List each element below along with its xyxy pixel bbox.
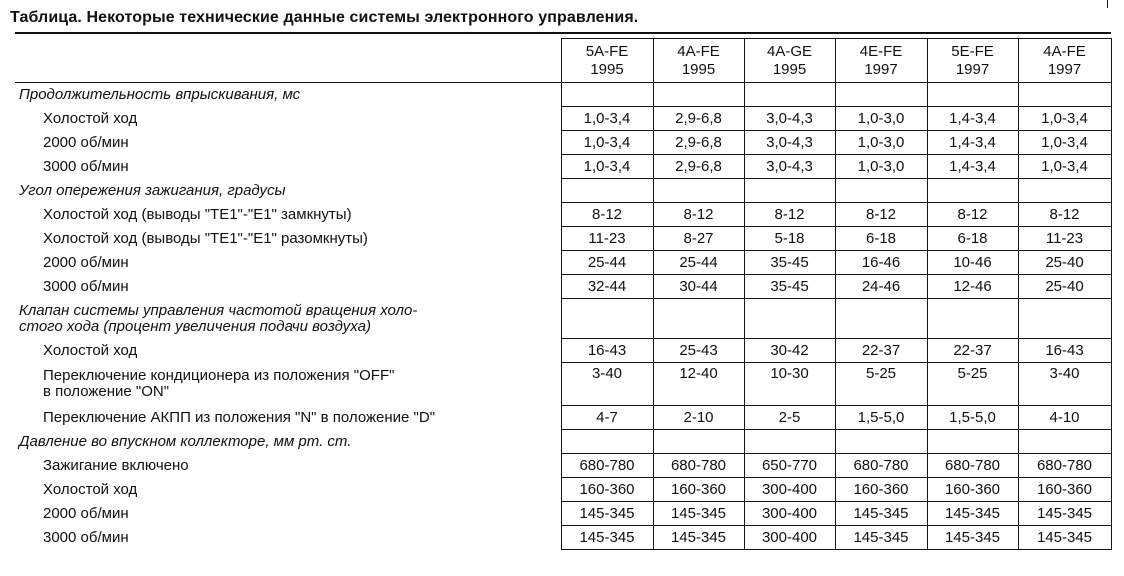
column-year: 1997	[864, 60, 898, 78]
table-row	[15, 227, 1111, 251]
value-cell: 1,4-3,4	[927, 131, 1018, 155]
value-cell: 1,4-3,4	[927, 107, 1018, 131]
value-cell: 6-18	[927, 227, 1018, 251]
empty-cell	[835, 179, 927, 203]
value-cell: 1,0-3,4	[561, 131, 653, 155]
row-label	[15, 131, 561, 155]
value-cell: 160-360	[835, 478, 927, 502]
value-cell: 145-345	[561, 526, 653, 550]
value-cell: 160-360	[1018, 478, 1111, 502]
value-cell: 8-12	[1018, 203, 1111, 227]
section-label	[15, 299, 561, 339]
row-label-line: Продолжительность впрыскивания, мс	[19, 85, 301, 103]
value-cell: 3-40	[1018, 363, 1111, 406]
value-cell: 16-46	[835, 251, 927, 275]
value-cell: 5-18	[744, 227, 835, 251]
empty-cell	[653, 83, 744, 107]
column-model: 4E-FE	[859, 42, 903, 60]
row-label	[15, 406, 561, 430]
column-header	[744, 39, 835, 83]
row-label-line: 2000 об/мин	[43, 133, 129, 151]
row-label-line: 3000 об/мин	[43, 528, 129, 546]
value-cell: 1,0-3,4	[561, 155, 653, 179]
empty-cell	[1018, 299, 1111, 339]
spec-table-wrapper	[15, 38, 1112, 550]
value-cell: 11-23	[1018, 227, 1111, 251]
value-cell: 35-45	[744, 251, 835, 275]
value-cell: 11-23	[561, 227, 653, 251]
empty-cell	[835, 299, 927, 339]
value-cell: 10-46	[927, 251, 1018, 275]
value-cell: 3,0-4,3	[744, 107, 835, 131]
value-cell: 1,5-5,0	[835, 406, 927, 430]
value-cell: 160-360	[653, 478, 744, 502]
value-cell: 680-780	[653, 454, 744, 478]
value-cell: 24-46	[835, 275, 927, 299]
value-cell: 5-25	[927, 363, 1018, 406]
value-cell: 145-345	[927, 526, 1018, 550]
value-cell: 32-44	[561, 275, 653, 299]
row-label-line: 3000 об/мин	[43, 277, 129, 295]
empty-cell	[561, 430, 653, 454]
empty-cell	[835, 83, 927, 107]
value-cell: 3-40	[561, 363, 653, 406]
table-row	[15, 454, 1111, 478]
empty-cell	[744, 430, 835, 454]
section-row	[15, 430, 1111, 454]
row-label	[15, 203, 561, 227]
row-label-line: Угол опережения зажигания, градусы	[19, 181, 286, 199]
column-header	[927, 39, 1018, 83]
row-label-line: стого хода (процент увеличения подачи воздуха)	[19, 317, 371, 335]
value-cell: 8-12	[835, 203, 927, 227]
value-cell: 25-40	[1018, 275, 1111, 299]
spec-table-body	[15, 39, 1111, 550]
header-row	[15, 39, 1111, 83]
value-cell: 300-400	[744, 526, 835, 550]
value-cell: 22-37	[835, 339, 927, 363]
value-cell: 3,0-4,3	[744, 155, 835, 179]
row-label-line: Клапан системы управления частотой вращения холо-	[19, 301, 418, 319]
row-label-line: Холостой ход	[43, 109, 138, 127]
empty-cell	[653, 430, 744, 454]
table-row	[15, 131, 1111, 155]
row-label-line: Переключение АКПП из положения "N" в положение "D"	[43, 408, 436, 426]
value-cell: 300-400	[744, 502, 835, 526]
column-year: 1995	[681, 60, 716, 78]
value-cell: 1,0-3,0	[835, 107, 927, 131]
empty-cell	[1018, 430, 1111, 454]
row-label	[15, 339, 561, 363]
empty-cell	[927, 430, 1018, 454]
empty-cell	[835, 430, 927, 454]
column-year: 1995	[772, 60, 807, 78]
value-cell: 35-45	[744, 275, 835, 299]
value-cell: 2-10	[653, 406, 744, 430]
value-cell: 4-10	[1018, 406, 1111, 430]
row-label	[15, 363, 561, 406]
value-cell: 4-7	[561, 406, 653, 430]
row-label	[15, 275, 561, 299]
table-row	[15, 275, 1111, 299]
row-label-line: в положение "ON"	[43, 383, 170, 400]
row-label	[15, 227, 561, 251]
empty-cell	[561, 83, 653, 107]
column-year: 1997	[955, 60, 990, 78]
column-year: 1995	[590, 60, 624, 78]
value-cell: 1,5-5,0	[927, 406, 1018, 430]
value-cell: 145-345	[1018, 502, 1111, 526]
column-year: 1997	[1047, 60, 1082, 78]
value-cell: 680-780	[835, 454, 927, 478]
row-label-line: 2000 об/мин	[43, 504, 129, 522]
value-cell: 10-30	[744, 363, 835, 406]
empty-cell	[561, 179, 653, 203]
row-label	[15, 502, 561, 526]
value-cell: 145-345	[927, 502, 1018, 526]
value-cell: 650-770	[744, 454, 835, 478]
value-cell: 1,0-3,4	[1018, 131, 1111, 155]
value-cell: 8-12	[561, 203, 653, 227]
value-cell: 3,0-4,3	[744, 131, 835, 155]
row-label-line: Давление во впускном коллекторе, мм рт. ст.	[19, 432, 352, 450]
table-row	[15, 107, 1111, 131]
table-row	[15, 502, 1111, 526]
section-label	[15, 430, 561, 454]
value-cell: 1,0-3,4	[1018, 155, 1111, 179]
value-cell: 8-12	[744, 203, 835, 227]
value-cell: 300-400	[744, 478, 835, 502]
value-cell: 30-42	[744, 339, 835, 363]
table-row	[15, 406, 1111, 430]
empty-cell	[744, 83, 835, 107]
row-label	[15, 107, 561, 131]
column-header	[653, 39, 744, 83]
value-cell: 680-780	[927, 454, 1018, 478]
empty-cell	[1018, 179, 1111, 203]
value-cell: 1,0-3,0	[835, 131, 927, 155]
table-row	[15, 155, 1111, 179]
row-label	[15, 526, 561, 550]
column-model: 5E-FE	[951, 42, 994, 60]
column-model: 5A-FE	[585, 42, 629, 60]
section-label	[15, 179, 561, 203]
value-cell: 2,9-6,8	[653, 107, 744, 131]
column-header	[1018, 39, 1111, 83]
corner-line	[1107, 0, 1108, 8]
value-cell: 6-18	[835, 227, 927, 251]
table-row	[15, 363, 1111, 406]
row-label-line: Холостой ход (выводы "TE1"-"E1" разомкнуты)	[43, 229, 368, 247]
value-cell: 160-360	[927, 478, 1018, 502]
value-cell: 16-43	[1018, 339, 1111, 363]
value-cell: 160-360	[561, 478, 653, 502]
row-label	[15, 478, 561, 502]
value-cell: 145-345	[835, 502, 927, 526]
section-label	[15, 83, 561, 107]
column-header	[835, 39, 927, 83]
value-cell: 25-43	[653, 339, 744, 363]
section-row	[15, 83, 1111, 107]
column-model: 4A-GE	[766, 42, 812, 60]
value-cell: 145-345	[835, 526, 927, 550]
column-model: 4A-FE	[1043, 42, 1086, 60]
empty-cell	[1018, 83, 1111, 107]
row-label-line: Переключение кондиционера из положения "OFF"	[43, 367, 395, 384]
empty-cell	[653, 299, 744, 339]
value-cell: 8-12	[653, 203, 744, 227]
value-cell: 1,0-3,4	[561, 107, 653, 131]
table-title: Таблица. Некоторые технические данные системы электронного управления.	[10, 9, 639, 26]
empty-cell	[744, 179, 835, 203]
empty-cell	[927, 299, 1018, 339]
table-row	[15, 339, 1111, 363]
value-cell: 12-40	[653, 363, 744, 406]
value-cell: 2,9-6,8	[653, 131, 744, 155]
value-cell: 8-27	[653, 227, 744, 251]
value-cell: 30-44	[653, 275, 744, 299]
value-cell: 680-780	[1018, 454, 1111, 478]
table-row	[15, 203, 1111, 227]
value-cell: 25-44	[653, 251, 744, 275]
header-blank-cell	[15, 39, 561, 83]
value-cell: 145-345	[1018, 526, 1111, 550]
row-label-line: Зажигание включено	[43, 456, 189, 474]
column-header	[561, 39, 653, 83]
value-cell: 680-780	[561, 454, 653, 478]
spec-table	[15, 38, 1112, 550]
row-label-line: Холостой ход	[43, 341, 138, 359]
value-cell: 12-46	[927, 275, 1018, 299]
empty-cell	[927, 83, 1018, 107]
top-rule	[15, 32, 1111, 34]
value-cell: 2,9-6,8	[653, 155, 744, 179]
row-label-line: 3000 об/мин	[43, 157, 129, 175]
row-label-line: Холостой ход (выводы "TE1"-"E1" замкнуты)	[43, 205, 352, 223]
value-cell: 145-345	[653, 526, 744, 550]
section-row	[15, 299, 1111, 339]
empty-cell	[561, 299, 653, 339]
value-cell: 1,0-3,4	[1018, 107, 1111, 131]
column-model: 4A-FE	[677, 42, 720, 60]
value-cell: 145-345	[653, 502, 744, 526]
value-cell: 5-25	[835, 363, 927, 406]
empty-cell	[653, 179, 744, 203]
value-cell: 25-44	[561, 251, 653, 275]
table-row	[15, 478, 1111, 502]
empty-cell	[744, 299, 835, 339]
value-cell: 25-40	[1018, 251, 1111, 275]
value-cell: 1,4-3,4	[927, 155, 1018, 179]
value-cell: 2-5	[744, 406, 835, 430]
value-cell: 8-12	[927, 203, 1018, 227]
table-row	[15, 526, 1111, 550]
value-cell: 22-37	[927, 339, 1018, 363]
row-label	[15, 251, 561, 275]
section-row	[15, 179, 1111, 203]
row-label-line: 2000 об/мин	[43, 253, 129, 271]
empty-cell	[927, 179, 1018, 203]
table-row	[15, 251, 1111, 275]
row-label	[15, 454, 561, 478]
value-cell: 16-43	[561, 339, 653, 363]
row-label	[15, 155, 561, 179]
row-label-line: Холостой ход	[43, 480, 138, 498]
value-cell: 145-345	[561, 502, 653, 526]
value-cell: 1,0-3,0	[835, 155, 927, 179]
